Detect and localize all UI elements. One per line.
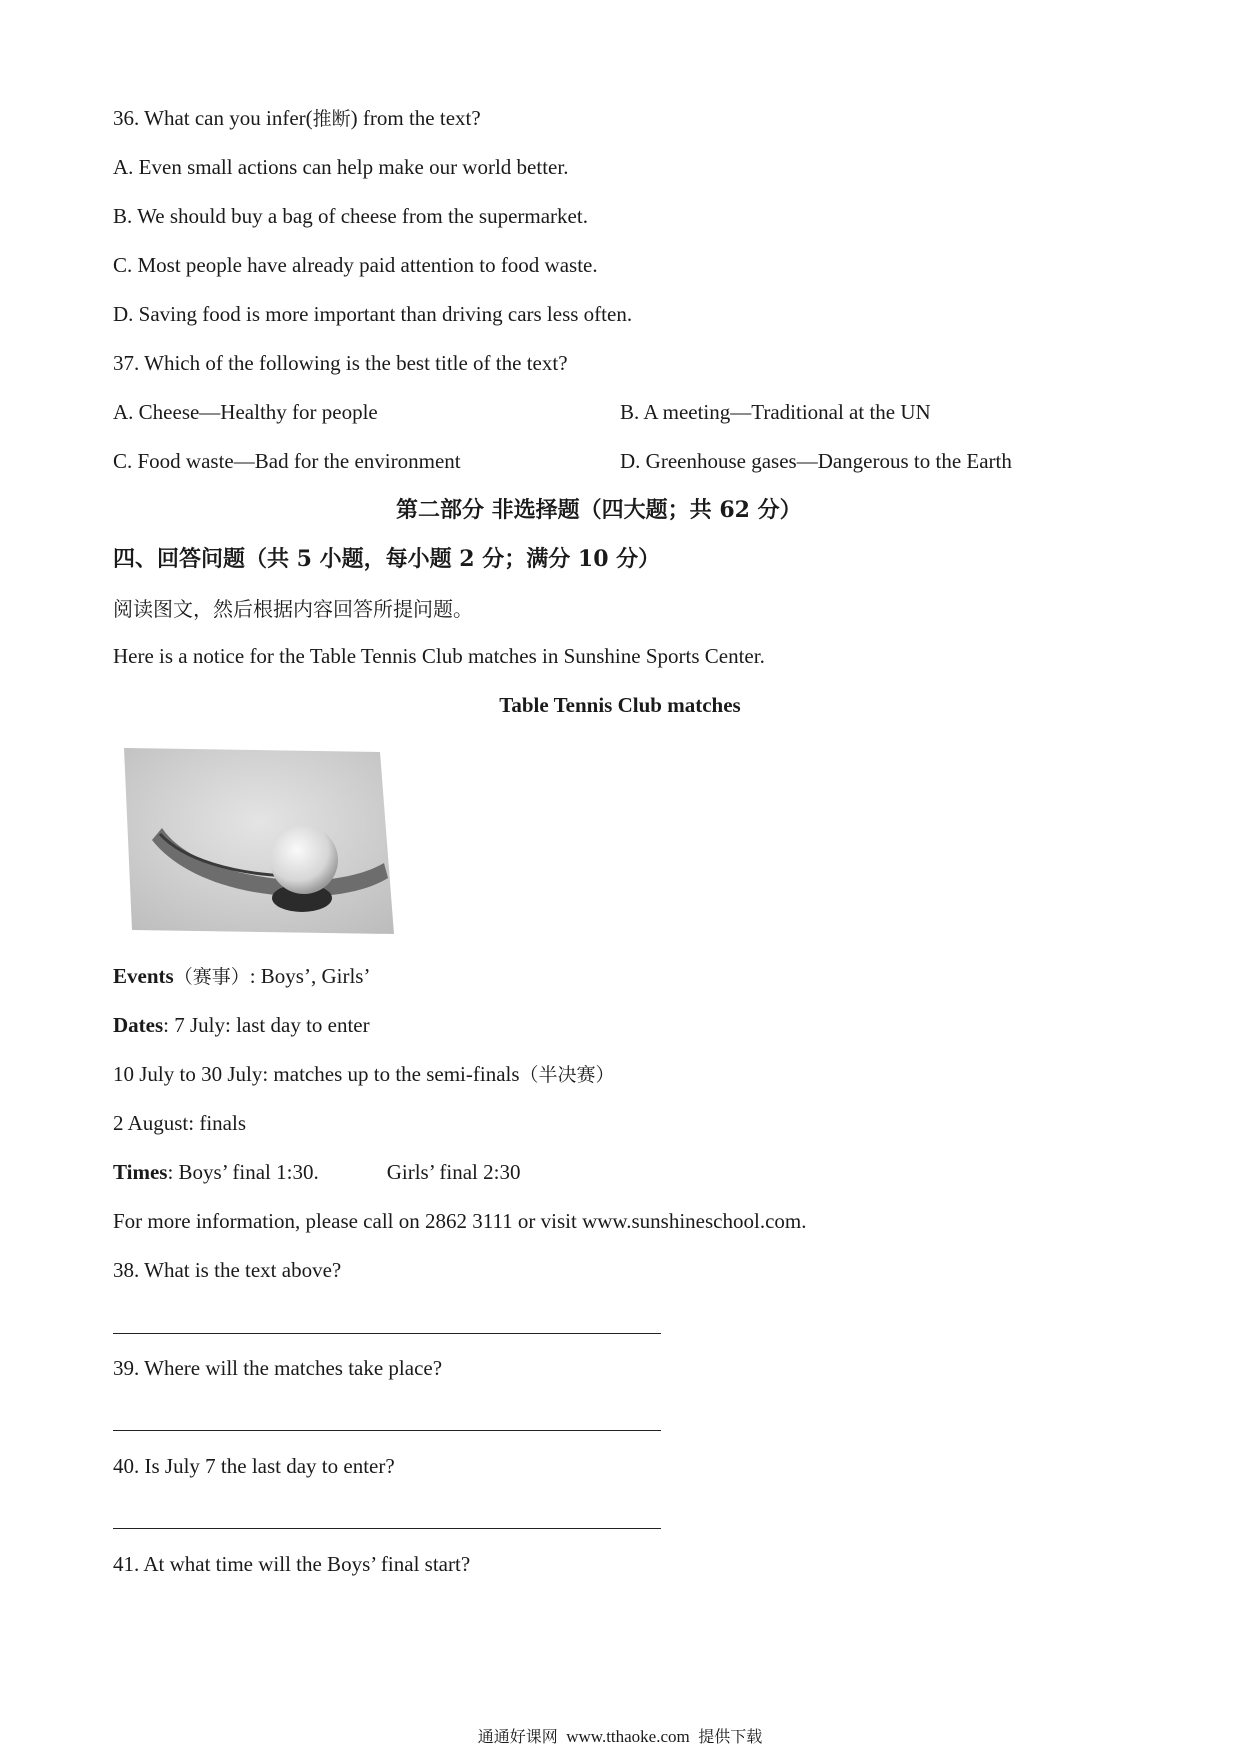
times-girls: Girls’ final 2:30 [386,1160,521,1184]
answer-line-39[interactable] [113,1430,661,1431]
question-39: 39. Where will the matches take place? [113,1356,443,1380]
answer-line-38[interactable] [113,1333,661,1334]
events-label-cn: （赛事） [173,966,250,988]
question-36-text-pre: 36. What can you infer( [113,106,313,130]
question-36 [113,105,481,132]
answer-line-40[interactable] [113,1528,661,1529]
notice-title: Table Tennis Club matches [499,693,741,717]
question-41: 41. At what time will the Boys’ final start? [113,1552,471,1576]
q36-option-a: A. Even small actions can help make our world better. [113,155,569,179]
events-value: : Boys’, Girls’ [249,964,371,988]
question-40: 40. Is July 7 the last day to enter? [113,1454,395,1478]
dates-value: : 7 July: last day to enter [163,1013,370,1037]
date-semis-text: 10 July to 30 July: matches up to the semi-finals [113,1062,520,1086]
times-boys: : Boys’ final 1:30. [167,1160,319,1184]
footer-url: www.tthaoke.com [566,1727,690,1746]
notice-date-semis [113,1061,615,1088]
section4-heading: 四、回答问题（共 5 小题，每小题 2 分；满分 10 分） [113,546,661,572]
q36-option-d: D. Saving food is more important than driving cars less often. [113,302,633,326]
times-label: Times [113,1160,168,1184]
question-38: 38. What is the text above? [113,1258,342,1282]
table-tennis-ball-and-paddle-photo [122,748,394,934]
notice-more-info: For more information, please call on 2862 3111 or visit www.sunshineschool.com. [113,1209,807,1233]
footer-download-text: 提供下载 [698,1727,763,1746]
question-36-text-post: ) from the text? [350,106,481,130]
q37-option-d: D. Greenhouse gases—Dangerous to the Earth [620,449,1012,473]
instruction-cn: 阅读图文，然后根据内容回答所提问题。 [113,597,473,621]
q37-option-a: A. Cheese—Healthy for people [113,400,378,424]
events-label: Events [113,964,174,988]
notice-intro: Here is a notice for the Table Tennis Club matches in Sunshine Sports Center. [113,644,765,668]
page-footer [0,1726,1240,1748]
dates-label: Dates [113,1013,164,1037]
date-semis-cn: （半决赛） [519,1064,615,1086]
question-36-text-cn: 推断 [312,108,351,130]
q36-option-b: B. We should buy a bag of cheese from the supermarket. [113,204,588,228]
part2-heading: 第二部分 非选择题（四大题；共 62 分） [396,497,802,523]
q36-option-c: C. Most people have already paid attention to food waste. [113,253,598,277]
question-37: 37. Which of the following is the best title of the text? [113,351,568,375]
notice-events [113,963,370,990]
notice-date-finals: 2 August: finals [113,1111,247,1135]
notice-times [113,1159,520,1185]
notice-dates [113,1012,370,1038]
footer-site-name: 通通好课网 [477,1727,558,1746]
q37-option-c: C. Food waste—Bad for the environment [113,449,461,473]
q37-option-b: B. A meeting—Traditional at the UN [620,400,931,424]
